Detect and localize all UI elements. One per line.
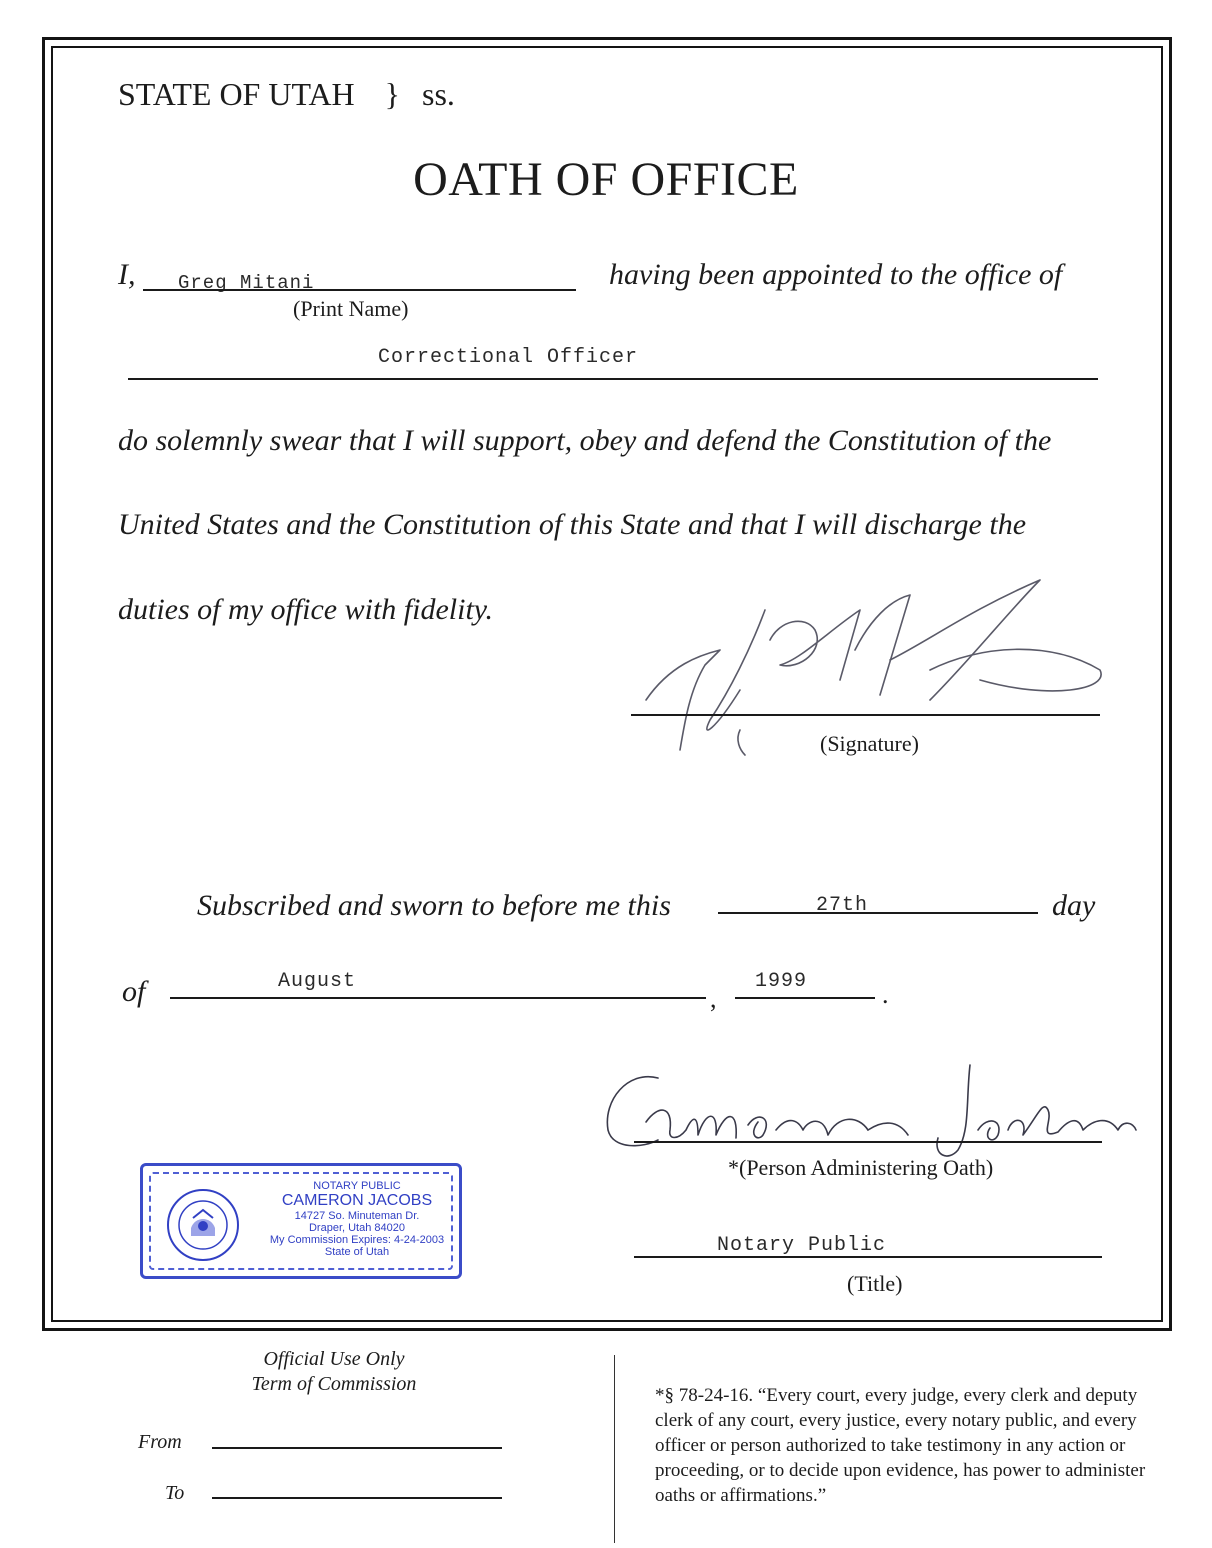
signature-underline: [631, 714, 1100, 716]
from-underline[interactable]: [212, 1447, 502, 1449]
administrator-signature-image: [598, 1060, 1143, 1165]
name-underline: [143, 289, 576, 291]
state-heading: [118, 76, 455, 113]
stamp-text-block: [255, 1180, 459, 1258]
oath-line-1: do solemnly swear that I will support, obey and defend the Constitution of the: [118, 424, 1052, 457]
statute-footnote: *§ 78-24-16. “Every court, every judge, every clerk and deputy clerk of any court, every justice, every notary public, and every officer or person authorized to take testimony in any action or proceeding, or to decide upon evidence, has power to administer oaths or affirmations.”: [655, 1385, 1146, 1506]
of-label: of: [122, 975, 146, 1008]
document-title: OATH OF OFFICE: [413, 153, 799, 206]
month-value: August: [278, 970, 357, 993]
notary-stamp: [140, 1163, 462, 1279]
footer-divider: [614, 1355, 615, 1543]
official-use-label: Official Use Only: [263, 1348, 405, 1370]
stamp-address-street: 14727 So. Minuteman Dr.: [294, 1209, 420, 1222]
stamp-commission-expiry: My Commission Expires: 4-24-2003: [269, 1233, 445, 1246]
day-underline: [718, 912, 1038, 914]
term-of-commission-label: Term of Commission: [251, 1373, 417, 1395]
appointed-text: having been appointed to the office of: [609, 258, 1063, 291]
year-underline: [735, 997, 875, 999]
title-label: (Title): [847, 1271, 903, 1296]
oath-line-2: United States and the Constitution of this State and that I will discharge the: [118, 508, 1027, 541]
state-name: STATE OF UTAH: [118, 76, 355, 112]
office-underline: [128, 378, 1098, 380]
i-label: I,: [118, 258, 136, 291]
day-value: 27th: [816, 894, 869, 917]
day-label: day: [1052, 889, 1096, 922]
to-label: To: [165, 1482, 185, 1504]
title-underline: [634, 1256, 1102, 1258]
stamp-address-city: Draper, Utah 84020: [308, 1221, 405, 1234]
title-value: Notary Public: [717, 1234, 887, 1257]
signature-label: (Signature): [820, 731, 919, 756]
stamp-notary-public: NOTARY PUBLIC: [313, 1180, 401, 1192]
ss-label: ss.: [422, 76, 455, 112]
date-comma: ,: [710, 984, 717, 1013]
to-underline[interactable]: [212, 1497, 502, 1499]
sworn-text: Subscribed and sworn to before me this: [197, 889, 671, 922]
print-name-value: Greg Mitani: [178, 272, 315, 294]
print-name-label: (Print Name): [293, 296, 409, 321]
stamp-notary-name: CAMERON JACOBS: [281, 1192, 433, 1210]
office-value: Correctional Officer: [378, 346, 639, 369]
from-label: From: [138, 1431, 182, 1453]
administrator-label: *(Person Administering Oath): [728, 1155, 994, 1180]
date-period: .: [882, 980, 889, 1009]
administrator-underline: [634, 1141, 1102, 1143]
brace: }: [384, 76, 401, 112]
stamp-state: State of Utah: [324, 1245, 390, 1258]
state-seal-icon: [163, 1188, 243, 1262]
year-value: 1999: [755, 970, 808, 993]
month-underline: [170, 997, 706, 999]
oath-line-3: duties of my office with fidelity.: [118, 593, 493, 626]
